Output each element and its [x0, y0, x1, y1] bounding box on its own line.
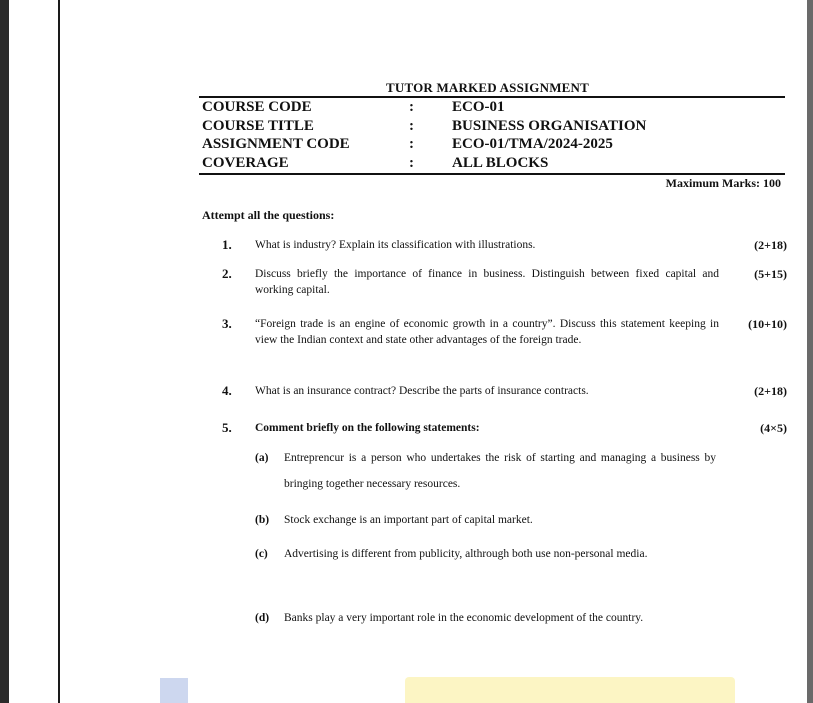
- sub-question-item: [255, 445, 720, 497]
- question-marks: (2+18): [754, 238, 787, 252]
- header-colon: :: [409, 136, 414, 152]
- question-item: [222, 383, 787, 401]
- question-item: [222, 266, 787, 300]
- sub-question-item: [255, 507, 720, 533]
- question-number: 4.: [222, 383, 232, 398]
- question-marks: (5+15): [754, 267, 787, 281]
- window-left-edge: [0, 0, 9, 703]
- question-number: 3.: [222, 316, 232, 331]
- question-marks: (10+10): [748, 317, 787, 331]
- question-marks: (2+18): [754, 384, 787, 398]
- header-key: COURSE CODE: [202, 99, 312, 115]
- question-item: [222, 316, 787, 366]
- sub-question-label: (a): [255, 452, 269, 464]
- watermark-yellow-shape: [405, 677, 735, 703]
- header-colon: :: [409, 99, 414, 115]
- question-text: What is an insurance contract? Describe the parts of insurance contracts.: [255, 385, 589, 397]
- sub-question-text: Banks play a very important role in the economic development of the country.: [284, 612, 644, 624]
- assignment-heading: TUTOR MARKED ASSIGNMENT: [386, 80, 590, 95]
- sub-question-text: Advertising is different from publicity, althrough both use non-personal media.: [284, 548, 648, 560]
- header-key: COVERAGE: [202, 155, 289, 171]
- header-value: BUSINESS ORGANISATION: [452, 118, 647, 134]
- question-marks: (4×5): [760, 421, 787, 435]
- question-item: [222, 420, 787, 438]
- header-colon: :: [409, 118, 414, 134]
- question-text: Discuss briefly the importance of finance in business. Distinguish between fixed capital and working capital.: [255, 268, 719, 296]
- sub-question-item: [255, 605, 720, 657]
- header-key: ASSIGNMENT CODE: [202, 136, 350, 152]
- sub-question-text: Entreprencur is a person who undertakes the risk of starting and managing a business by bringing together necessary resources.: [284, 452, 716, 490]
- question-number: 5.: [222, 420, 232, 435]
- watermark-blue-shape: [160, 678, 188, 703]
- header-value: ECO-01: [452, 99, 505, 115]
- header-row-course-title: [202, 118, 787, 136]
- header-colon: :: [409, 155, 414, 171]
- header-key: COURSE TITLE: [202, 118, 314, 134]
- sub-question-item: [255, 541, 720, 593]
- question-number: 1.: [222, 237, 232, 252]
- question-number: 2.: [222, 266, 232, 281]
- header-row-course-code: [202, 99, 787, 117]
- maximum-marks: Maximum Marks: 100: [665, 176, 781, 190]
- instructions: Attempt all the questions:: [202, 208, 335, 222]
- sub-question-text: Stock exchange is an important part of capital market.: [284, 514, 533, 526]
- question-text: What is industry? Explain its classification with illustrations.: [255, 239, 536, 251]
- sub-question-label: (b): [255, 514, 270, 526]
- header-row-assignment-code: [202, 136, 787, 154]
- question-text: “Foreign trade is an engine of economic growth in a country”. Discuss this statement keeping in view the Indian context and state other advantages of the foreign trade.: [255, 318, 719, 346]
- sub-question-label: (d): [255, 612, 270, 624]
- header-row-coverage: [202, 155, 787, 173]
- scrollbar[interactable]: [807, 0, 813, 703]
- header-value: ECO-01/TMA/2024-2025: [452, 136, 613, 152]
- question-text: Comment briefly on the following statements:: [255, 422, 480, 434]
- header-top-rule: [199, 96, 785, 98]
- sub-question-label: (c): [255, 548, 268, 560]
- question-item: [222, 237, 787, 255]
- header-bottom-rule: [199, 173, 785, 175]
- header-value: ALL BLOCKS: [452, 155, 549, 171]
